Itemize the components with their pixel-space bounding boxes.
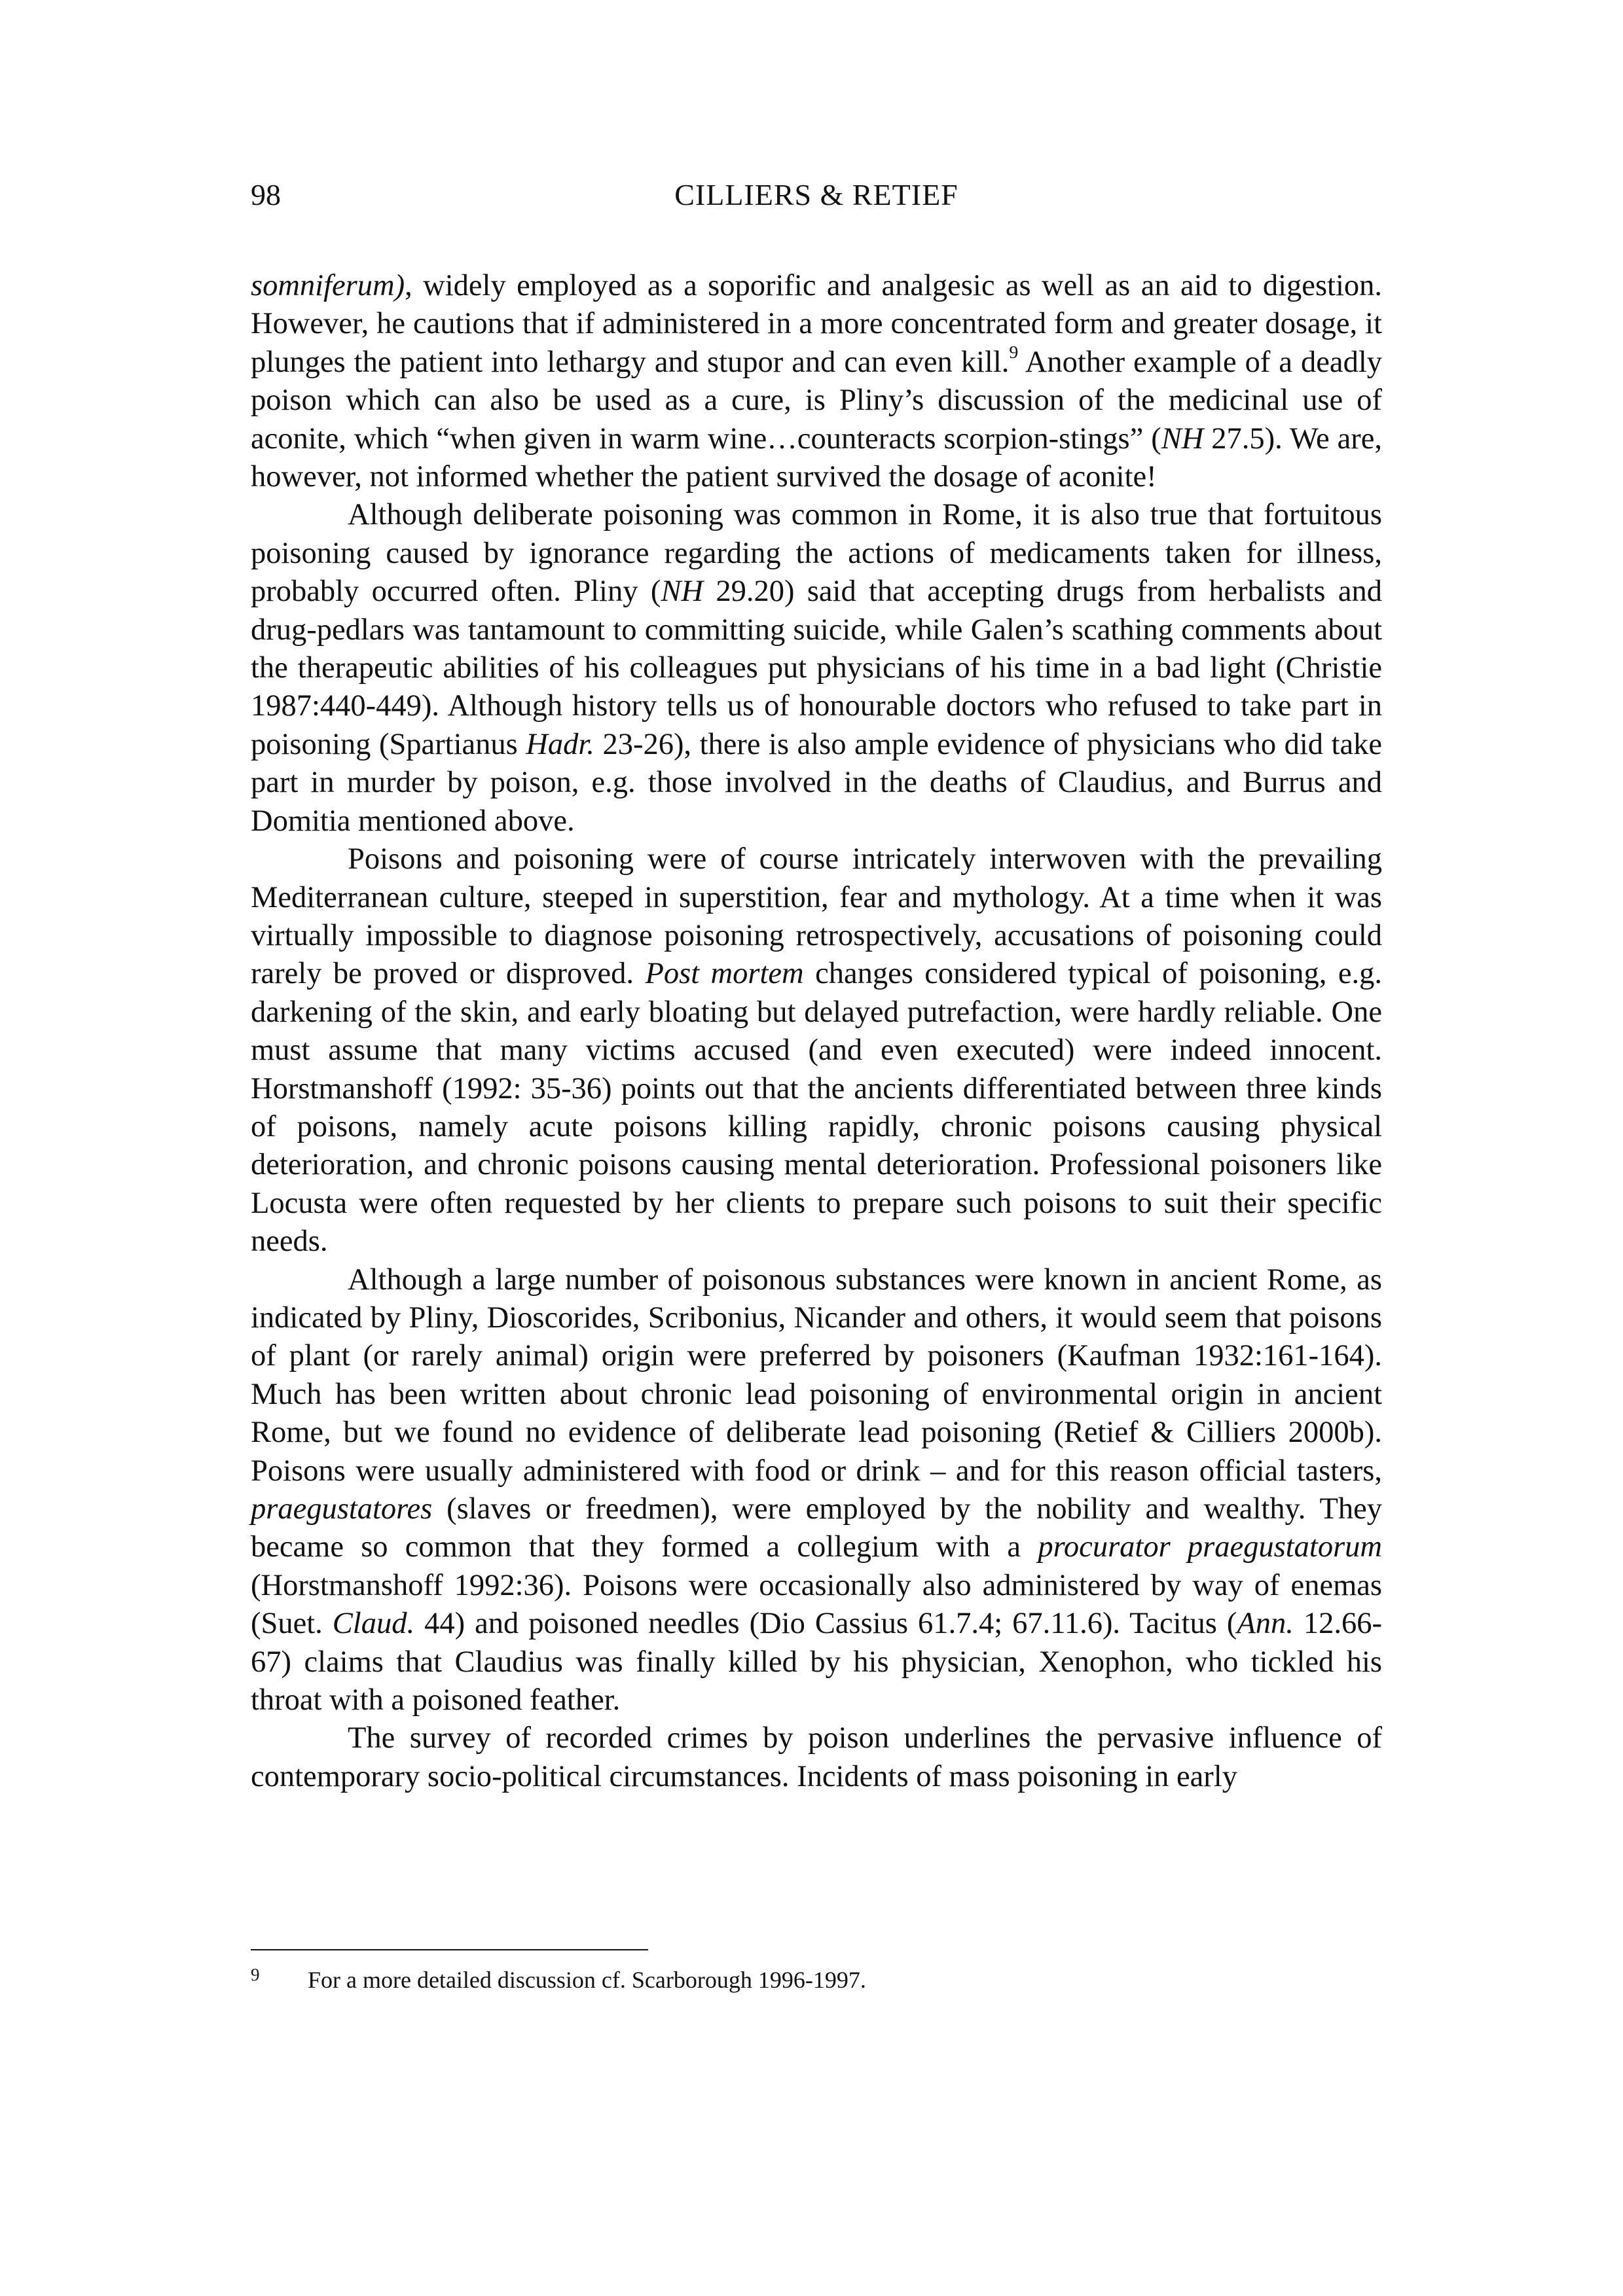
footnote-reference: 9 <box>1009 342 1019 363</box>
text-run: (Horstmanshoff 1992:36). Poisons were occasionally also administered by way of enemas (Suet. <box>251 1568 1382 1641</box>
page-number: 98 <box>251 178 281 211</box>
paragraph <box>251 496 1382 840</box>
paragraph <box>251 840 1382 1261</box>
paragraph <box>251 267 1382 496</box>
text-run: 27.5). We are, however, not informed whether the patient survived the dosage of aconite! <box>251 422 1382 494</box>
text-run: 23-26), there is also ample evidence of physicians who did take part in murder by poison, e.g. those involved in the deaths of Claudius, and Burrus and Domitia mentioned above. <box>251 727 1382 838</box>
footnote-rule <box>251 1949 648 1950</box>
text-run: Poisons and poisoning were of course intricately interwoven with the prevailing Mediterranean culture, steeped in superstition, fear and mythology. At a time when it was virtually impossible to diagnose poisoning retrospectively, accusations of poisoning could rarely be proved or disproved. <box>251 842 1382 991</box>
paragraph <box>251 1719 1382 1796</box>
italic-text: NH <box>1161 422 1204 456</box>
body-text <box>251 267 1382 1796</box>
page-header <box>251 175 1382 215</box>
text-run: Although deliberate poisoning was common in Rome, it is also true that fortuitous poisoning caused by ignorance regarding the actions of medicaments taken for illness, probably occurred often. Pliny ( <box>251 498 1382 609</box>
italic-text: NH <box>661 575 703 609</box>
italic-text: Post mortem <box>645 957 804 991</box>
text-run: 44) and poisoned needles (Dio Cassius 61.7.4; 67.11.6). Tacitus ( <box>414 1607 1237 1641</box>
text-run: 12.66-67) claims that Claudius was finally killed by his physician, Xenophon, who tickled his throat with a poisoned feather. <box>251 1607 1382 1717</box>
italic-text: procurator praegustatorum <box>1038 1530 1383 1564</box>
running-head: CILLIERS & RETIEF <box>674 178 958 211</box>
text-run: The survey of recorded crimes by poison underlines the pervasive influence of contemporary socio-political circumstances. Incidents of mass poisoning in early <box>251 1721 1382 1793</box>
footnote-text: For a more detailed discussion cf. Scarborough 1996-1997. <box>308 1967 866 1993</box>
italic-text: Claud. <box>332 1607 415 1641</box>
paragraph <box>251 1261 1382 1720</box>
italic-text: Hadr. <box>526 727 594 761</box>
italic-text: praegustatores <box>251 1492 433 1526</box>
text-run: , widely employed as a soporific and analgesic as well as an aid to digestion. However, he cautions that if administered in a more concentrated form and greater dosage, it plunges the patient into lethargy and stupor and can even kill. <box>251 269 1382 379</box>
italic-text: Ann. <box>1237 1607 1294 1641</box>
text-run: (slaves or freedmen), were employed by the nobility and wealthy. They became so common that they formed a collegium with a <box>251 1492 1382 1564</box>
text-run: changes considered typical of poisoning, e.g. darkening of the skin, and early bloating but delayed putrefaction, were hardly reliable. One must assume that many victims accused (and even executed) were indeed innocent. Horstmanshoff (1992: 35-36) points out that the ancients differentiated between three kinds of poisons, namely acute poisons killing rapidly, chronic poisons causing physical deterioration, and chronic poisons causing mental deterioration. Professional poisoners like Locusta were often requested by her clients to prepare such poisons to suit their specific needs. <box>251 957 1382 1259</box>
footnote-number: 9 <box>251 1965 260 1984</box>
text-run: 29.20) said that accepting drugs from herbalists and drug-pedlars was tantamount to committing suicide, while Galen’s scathing comments about the therapeutic abilities of his colleagues put physicians of his time in a bad light (Christie 1987:440-449). Although history tells us of honourable doctors who refused to take part in poisoning (Spartianus <box>251 575 1382 761</box>
text-run: Although a large number of poisonous substances were known in ancient Rome, as indicated by Pliny, Dioscorides, Scribonius, Nicander and others, it would seem that poisons of plant (or rarely animal) origin were preferred by poisoners (Kaufman 1932:161-164). Much has been written about chronic lead poisoning of environmental origin in ancient Rome, but we found no evidence of deliberate lead poisoning (Retief & Cilliers 2000b). Poisons were usually administered with food or drink – and for this reason official tasters, <box>251 1263 1382 1488</box>
italic-text: somniferum) <box>251 269 405 302</box>
text-run: Another example of a deadly poison which can also be used as a cure, is Pliny’s discussion of the medicinal use of aconite, which “when given in warm wine…counteracts scorpion-stings” ( <box>251 345 1382 456</box>
